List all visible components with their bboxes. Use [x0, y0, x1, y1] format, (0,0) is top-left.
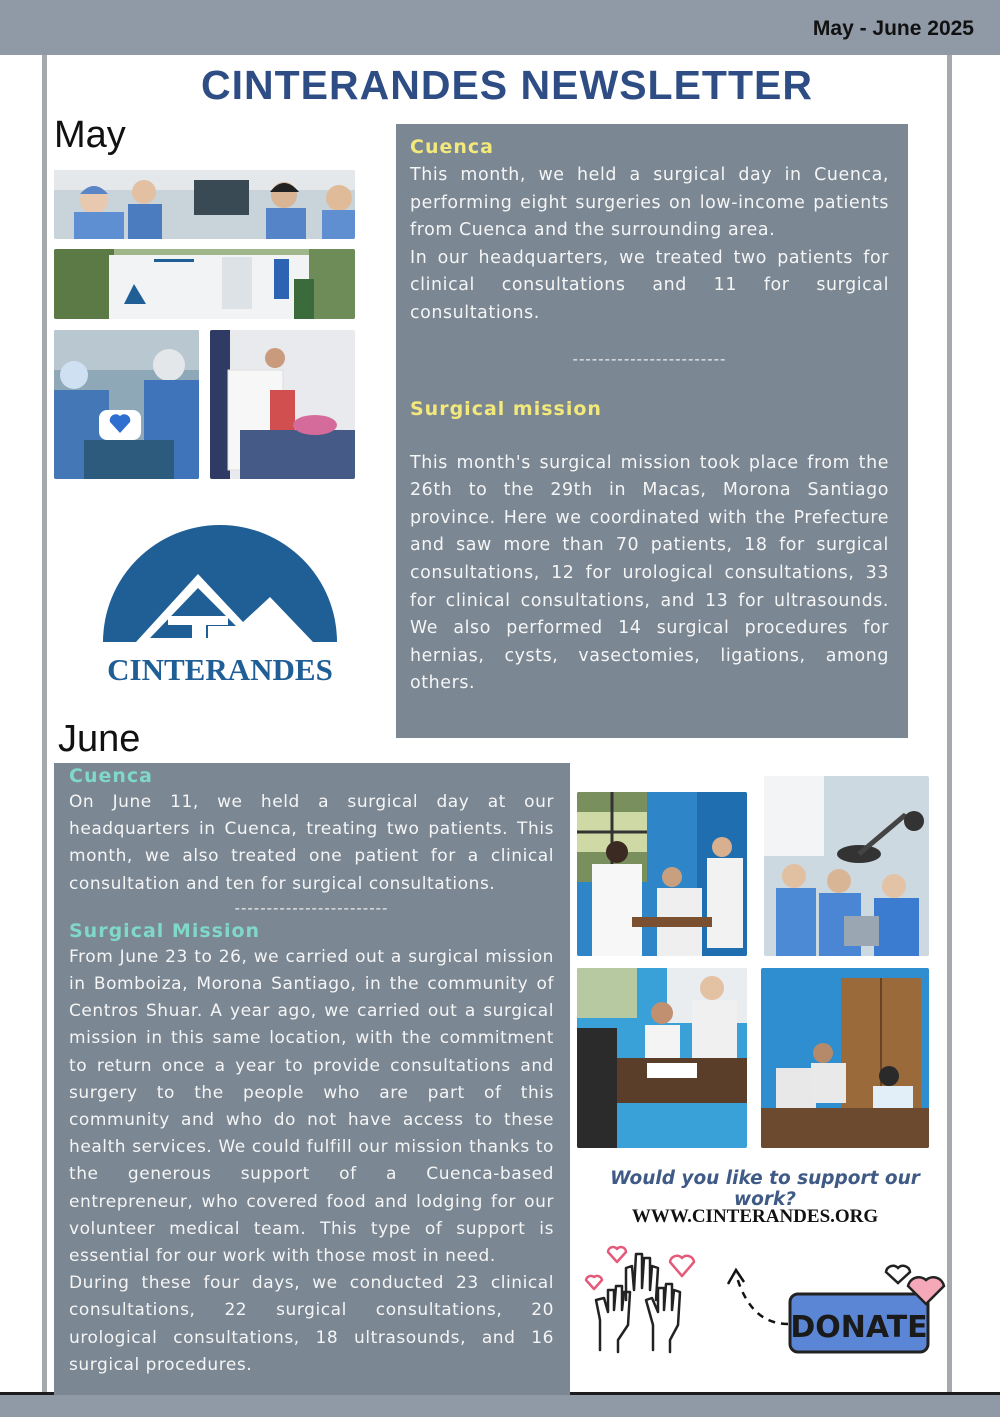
- donate-button[interactable]: [786, 1262, 956, 1362]
- may-photo-mobile-clinic: [54, 249, 355, 319]
- may-label: May: [54, 114, 126, 156]
- newsletter-title: CINTERANDES NEWSLETTER: [201, 62, 813, 108]
- may-photo-operating-room: [54, 330, 199, 479]
- cinterandes-logo: [98, 512, 343, 687]
- website-link[interactable]: WWW.CINTERANDES.ORG: [631, 1206, 879, 1227]
- june-cuenca-heading: Cuenca: [69, 765, 153, 787]
- raised-hands-icon: [578, 1240, 698, 1360]
- june-mission-heading: Surgical Mission: [69, 919, 261, 942]
- may-mission-paragraph: This month's surgical mission took place from the 26th to the 29th in Macas, Morona Santiago province. Here we coordinated with the Prefecture and saw more than 70 patients, 18 for surgical consultations, 12 for urological consultations, 33 for clinical consultations, and 13 for ultrasounds. We also performed 14 surgical procedures for hernias, cysts, vasectomies, ligations, among others.: [410, 452, 889, 694]
- top-bar: [0, 0, 1000, 55]
- june-mission-paragraph-2: During these four days, we conducted 23 clinical consultations, 22 surgical consultations, 20 urological consultations, 18 ultrasounds, and 16 surgical procedures.: [69, 1273, 554, 1375]
- june-photo-surgery-team: [764, 776, 929, 956]
- june-cuenca-paragraph: On June 11, we held a surgical day at our headquarters in Cuenca, treating two patients. This month, we also treated one patient for a clinical consultation and ten for surgical consultations.: [69, 792, 554, 894]
- june-mission-paragraph-1: From June 23 to 26, we carried out a surgical mission in Bomboiza, Morona Santiago, in the community of Centros Shuar. A year ago, we carried out a surgical mission in this same location, with the commitment to return once a year to provide consultations and surgery to the people who are part of this community and who do not have access to these health services. We could fulfill our mission thanks to the generous support of a Cuenca-based entrepreneur, who covered food and lodging for our volunteer medical team. This type of support is essential for our work with those most in need.: [69, 946, 554, 1267]
- june-photo-community-meeting: [577, 792, 747, 956]
- support-question: Would you like to support our work?: [610, 1168, 920, 1210]
- issue-date: May - June 2025: [812, 17, 974, 40]
- june-divider: ------------------------: [234, 898, 389, 917]
- may-mission-heading: Surgical mission: [410, 397, 602, 420]
- june-photo-ultrasound: [761, 968, 929, 1148]
- may-cuenca-heading: Cuenca: [410, 136, 494, 158]
- may-panel: [396, 124, 908, 738]
- may-photo-surgical-team: [54, 170, 355, 239]
- donate-label: DONATE: [790, 1310, 928, 1345]
- june-label: June: [58, 718, 141, 760]
- may-divider: ------------------------: [572, 349, 727, 368]
- left-border: [42, 55, 47, 1395]
- may-cuenca-paragraph-2: In our headquarters, we treated two patients for clinical consultations and 11 for surgical consultations.: [410, 247, 889, 323]
- june-photo-consultation-table: [577, 968, 747, 1148]
- logo-wordmark: CINTERANDES: [107, 652, 333, 687]
- june-panel: [54, 763, 570, 1395]
- bottom-bar: [0, 1392, 1000, 1417]
- may-photo-patient-care: [210, 330, 355, 479]
- may-cuenca-paragraph-1: This month, we held a surgical day in Cuenca, performing eight surgeries on low-income patients from Cuenca and the surrounding area.: [410, 165, 889, 241]
